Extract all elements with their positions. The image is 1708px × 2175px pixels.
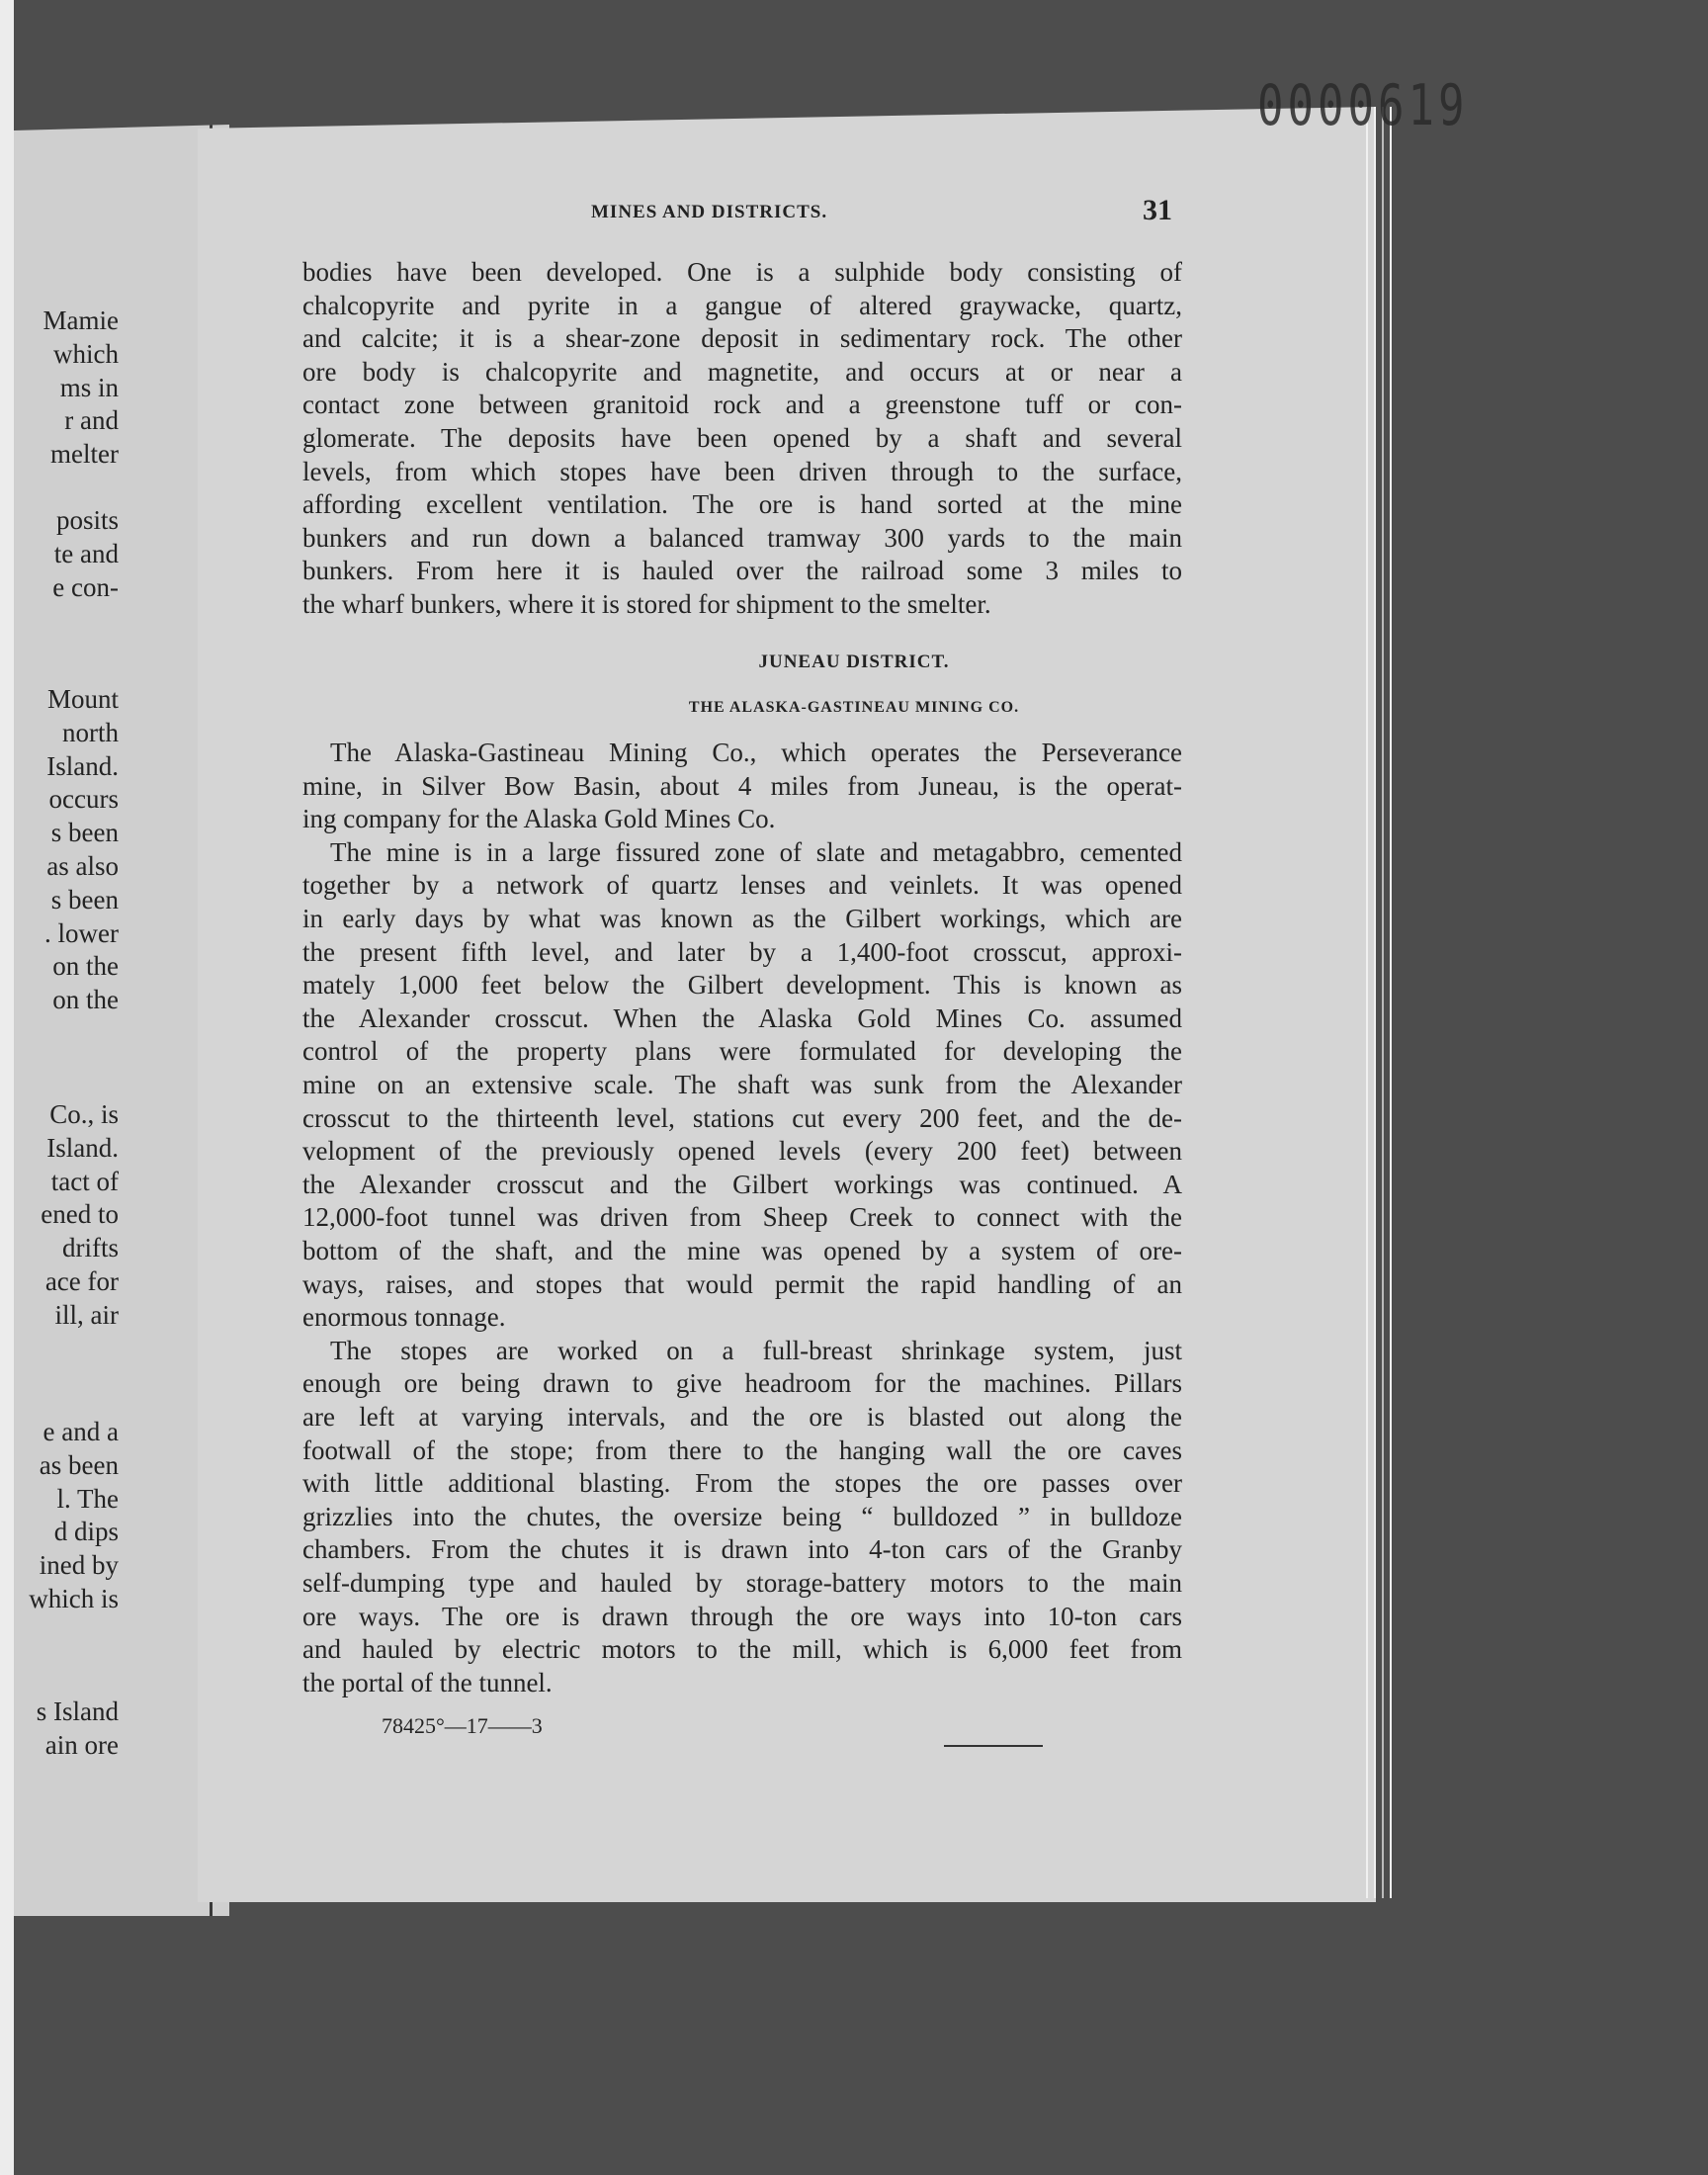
fragment-text: Mount bbox=[46, 684, 119, 714]
fragment-text: melter bbox=[50, 439, 119, 470]
fragment-text: . lower bbox=[44, 917, 119, 948]
fragment-text: ain ore bbox=[44, 1729, 119, 1760]
left-page-line-fragment bbox=[0, 1133, 119, 1164]
fragment-text: which bbox=[53, 338, 119, 369]
text-line: are left at varying intervals, and the ore is blasted out along the bbox=[302, 1401, 1182, 1432]
fragment-text: which is bbox=[29, 1584, 119, 1613]
text-line: glomerate. The deposits have been opened by a shaft and several bbox=[302, 422, 1182, 453]
text-line: control of the property plans were formulated for developing the bbox=[302, 1036, 1182, 1067]
fragment-text: Co., is bbox=[49, 1099, 119, 1129]
text-line: and calcite; it is a shear-zone deposit in sedimentary rock. The other bbox=[302, 323, 1182, 354]
fragment-text: Island. bbox=[46, 750, 119, 781]
scan-mark bbox=[944, 1745, 1043, 1747]
left-page-line-fragment bbox=[0, 1167, 119, 1197]
paragraph-3 bbox=[302, 836, 1182, 1335]
left-page-line-fragment bbox=[0, 572, 119, 603]
left-page-line-fragment bbox=[0, 818, 119, 848]
left-page-line-fragment bbox=[0, 1233, 119, 1263]
text-line: the present fifth level, and later by a 1,400-foot crosscut, approxi- bbox=[302, 936, 1182, 967]
text-line: the wharf bunkers, where it is stored for shipment to the smelter. bbox=[302, 588, 991, 619]
left-page-line-fragment bbox=[0, 1550, 119, 1581]
text-line: bunkers and run down a balanced tramway 300 yards to the main bbox=[302, 522, 1182, 553]
left-page-line-fragment bbox=[0, 1730, 119, 1761]
fragment-text: on the bbox=[52, 951, 119, 982]
text-line: The stopes are worked on a full-breast shrinkage system, just bbox=[330, 1335, 1182, 1365]
fragment-text: as also bbox=[46, 851, 119, 881]
fragment-text: te and bbox=[53, 538, 119, 568]
text-line: with little additional blasting. From the stopes the ore passes over bbox=[302, 1468, 1182, 1499]
left-page-line-fragment bbox=[0, 439, 119, 470]
left-page-line-fragment bbox=[0, 1584, 119, 1614]
text-line: bunkers. From here it is hauled over the railroad some 3 miles to bbox=[302, 556, 1182, 586]
left-page-line-fragment bbox=[0, 1517, 119, 1547]
left-page-line-fragment bbox=[0, 918, 119, 949]
left-page-line-fragment bbox=[0, 1484, 119, 1515]
subsection-heading: THE ALASKA-GASTINEAU MINING CO. bbox=[688, 699, 1020, 716]
text-line: the Alexander crosscut and the Gilbert workings was continued. A bbox=[302, 1169, 1182, 1199]
text-line: The Alaska-Gastineau Mining Co., which operates the Perseverance bbox=[330, 738, 1182, 767]
page-edges bbox=[1364, 107, 1404, 1898]
left-page-line-fragment bbox=[0, 1099, 119, 1130]
text-line: 12,000-foot tunnel was driven from Sheep Creek to connect with the bbox=[302, 1202, 1182, 1233]
left-page-line-fragment bbox=[0, 405, 119, 436]
left-page-line-fragment bbox=[0, 718, 119, 748]
fragment-text: ms in bbox=[59, 372, 119, 402]
fragment-text: s been bbox=[50, 818, 119, 848]
archive-stamp-number: 0000619 bbox=[1257, 73, 1469, 139]
fragment-text: ined by bbox=[39, 1550, 119, 1581]
left-page-line-fragment bbox=[0, 339, 119, 370]
text-line: contact zone between granitoid rock and a greenstone tuff or con- bbox=[302, 390, 1182, 420]
fragment-text: d dips bbox=[53, 1517, 119, 1547]
left-page-line-fragment bbox=[0, 1450, 119, 1481]
left-page-line-fragment bbox=[0, 1266, 119, 1297]
text-line: the portal of the tunnel. bbox=[302, 1667, 553, 1697]
fragment-text: Mamie bbox=[43, 305, 119, 335]
text-line: enough ore being drawn to give headroom for the machines. Pillars bbox=[302, 1368, 1182, 1399]
text-line: bodies have been developed. One is a sulphide body consisting of bbox=[302, 257, 1182, 287]
left-page-line-fragment bbox=[0, 951, 119, 982]
fragment-text: l. The bbox=[56, 1483, 119, 1514]
running-head: MINES AND DISTRICTS. bbox=[591, 202, 828, 222]
left-page-line-fragment bbox=[0, 1199, 119, 1230]
left-page-line-fragment bbox=[0, 539, 119, 569]
left-page-line-fragment bbox=[0, 373, 119, 403]
fragment-text: e con- bbox=[52, 571, 119, 602]
text-line: ore body is chalcopyrite and magnetite, and occurs at or near a bbox=[302, 356, 1182, 387]
left-page-line-fragment bbox=[0, 305, 119, 336]
text-line: chambers. From the chutes it is drawn into 4-ton cars of the Granby bbox=[302, 1534, 1182, 1565]
text-line: together by a network of quartz lenses and veinlets. It was opened bbox=[302, 870, 1182, 901]
text-line: grizzlies into the chutes, the oversize being “ bulldozed ” in bulldoze bbox=[302, 1501, 1182, 1531]
page-number: 31 bbox=[1143, 194, 1172, 226]
fragment-text: drifts bbox=[62, 1233, 119, 1263]
paragraph-4 bbox=[302, 1335, 1182, 1700]
fragment-text: as been bbox=[39, 1449, 119, 1480]
fragment-text: ill, air bbox=[54, 1299, 119, 1330]
text-line: chalcopyrite and pyrite in a gangue of altered graywacke, quartz, bbox=[302, 290, 1182, 320]
text-line: and hauled by electric motors to the mill, which is 6,000 feet from bbox=[302, 1634, 1182, 1665]
fragment-text: ace for bbox=[44, 1266, 119, 1296]
section-heading: JUNEAU DISTRICT. bbox=[758, 652, 950, 672]
text-line: the Alexander crosscut. When the Alaska Gold Mines Co. assumed bbox=[302, 1002, 1182, 1033]
text-line: in early days by what was known as the Gilbert workings, which are bbox=[302, 903, 1182, 933]
text-line: affording excellent ventilation. The ore is hand sorted at the mine bbox=[302, 489, 1182, 520]
left-page-line-fragment bbox=[0, 1696, 119, 1727]
fragment-text: r and bbox=[64, 405, 119, 436]
fragment-text: north bbox=[62, 717, 119, 747]
fragment-text: s Island bbox=[36, 1696, 119, 1726]
left-page-line-fragment bbox=[0, 1417, 119, 1447]
fragment-text: tact of bbox=[50, 1166, 119, 1196]
fragment-text: occurs bbox=[48, 784, 119, 815]
fragment-text: e and a bbox=[43, 1417, 119, 1446]
text-line: enormous tonnage. bbox=[302, 1302, 506, 1333]
text-line: crosscut to the thirteenth level, stations cut every 200 feet, and the de- bbox=[302, 1102, 1182, 1133]
left-page-line-fragment bbox=[0, 751, 119, 782]
text-line: The mine is in a large fissured zone of slate and metagabbro, cemented bbox=[330, 836, 1182, 867]
text-line: bottom of the shaft, and the mine was opened by a system of ore- bbox=[302, 1235, 1182, 1265]
text-line: mine on an extensive scale. The shaft was sunk from the Alexander bbox=[302, 1069, 1182, 1099]
left-page-line-fragment bbox=[0, 851, 119, 882]
fragment-text: posits bbox=[55, 505, 119, 535]
printer-mark: 78425°—17——3 bbox=[382, 1713, 543, 1738]
text-line: levels, from which stopes have been driven through to the surface, bbox=[302, 456, 1182, 486]
paragraph-2 bbox=[302, 737, 1182, 836]
fragment-text: s been bbox=[50, 884, 119, 914]
left-page-line-fragment bbox=[0, 1300, 119, 1331]
text-line: ways, raises, and stopes that would permit the rapid handling of an bbox=[302, 1268, 1182, 1299]
paragraph-1 bbox=[302, 256, 1182, 622]
text-line: ore ways. The ore is drawn through the ore ways into 10-ton cars bbox=[302, 1601, 1182, 1631]
left-page-line-fragment bbox=[0, 505, 119, 536]
text-line: mately 1,000 feet below the Gilbert development. This is known as bbox=[302, 970, 1182, 1000]
text-line: self-dumping type and hauled by storage-battery motors to the main bbox=[302, 1567, 1182, 1598]
text-line: ing company for the Alaska Gold Mines Co. bbox=[302, 804, 776, 834]
left-page-line-fragment bbox=[0, 885, 119, 915]
text-line: velopment of the previously opened levels (every 200 feet) between bbox=[302, 1136, 1182, 1167]
text-line: footwall of the stope; from there to the hanging wall the ore caves bbox=[302, 1435, 1182, 1465]
fragment-text: ened to bbox=[41, 1199, 119, 1230]
left-page-line-fragment bbox=[0, 784, 119, 815]
left-page-line-fragment bbox=[0, 985, 119, 1015]
fragment-text: on the bbox=[52, 985, 119, 1015]
fragment-text: Island. bbox=[46, 1132, 119, 1163]
text-line: mine, in Silver Bow Basin, about 4 miles from Juneau, is the operat- bbox=[302, 770, 1182, 801]
